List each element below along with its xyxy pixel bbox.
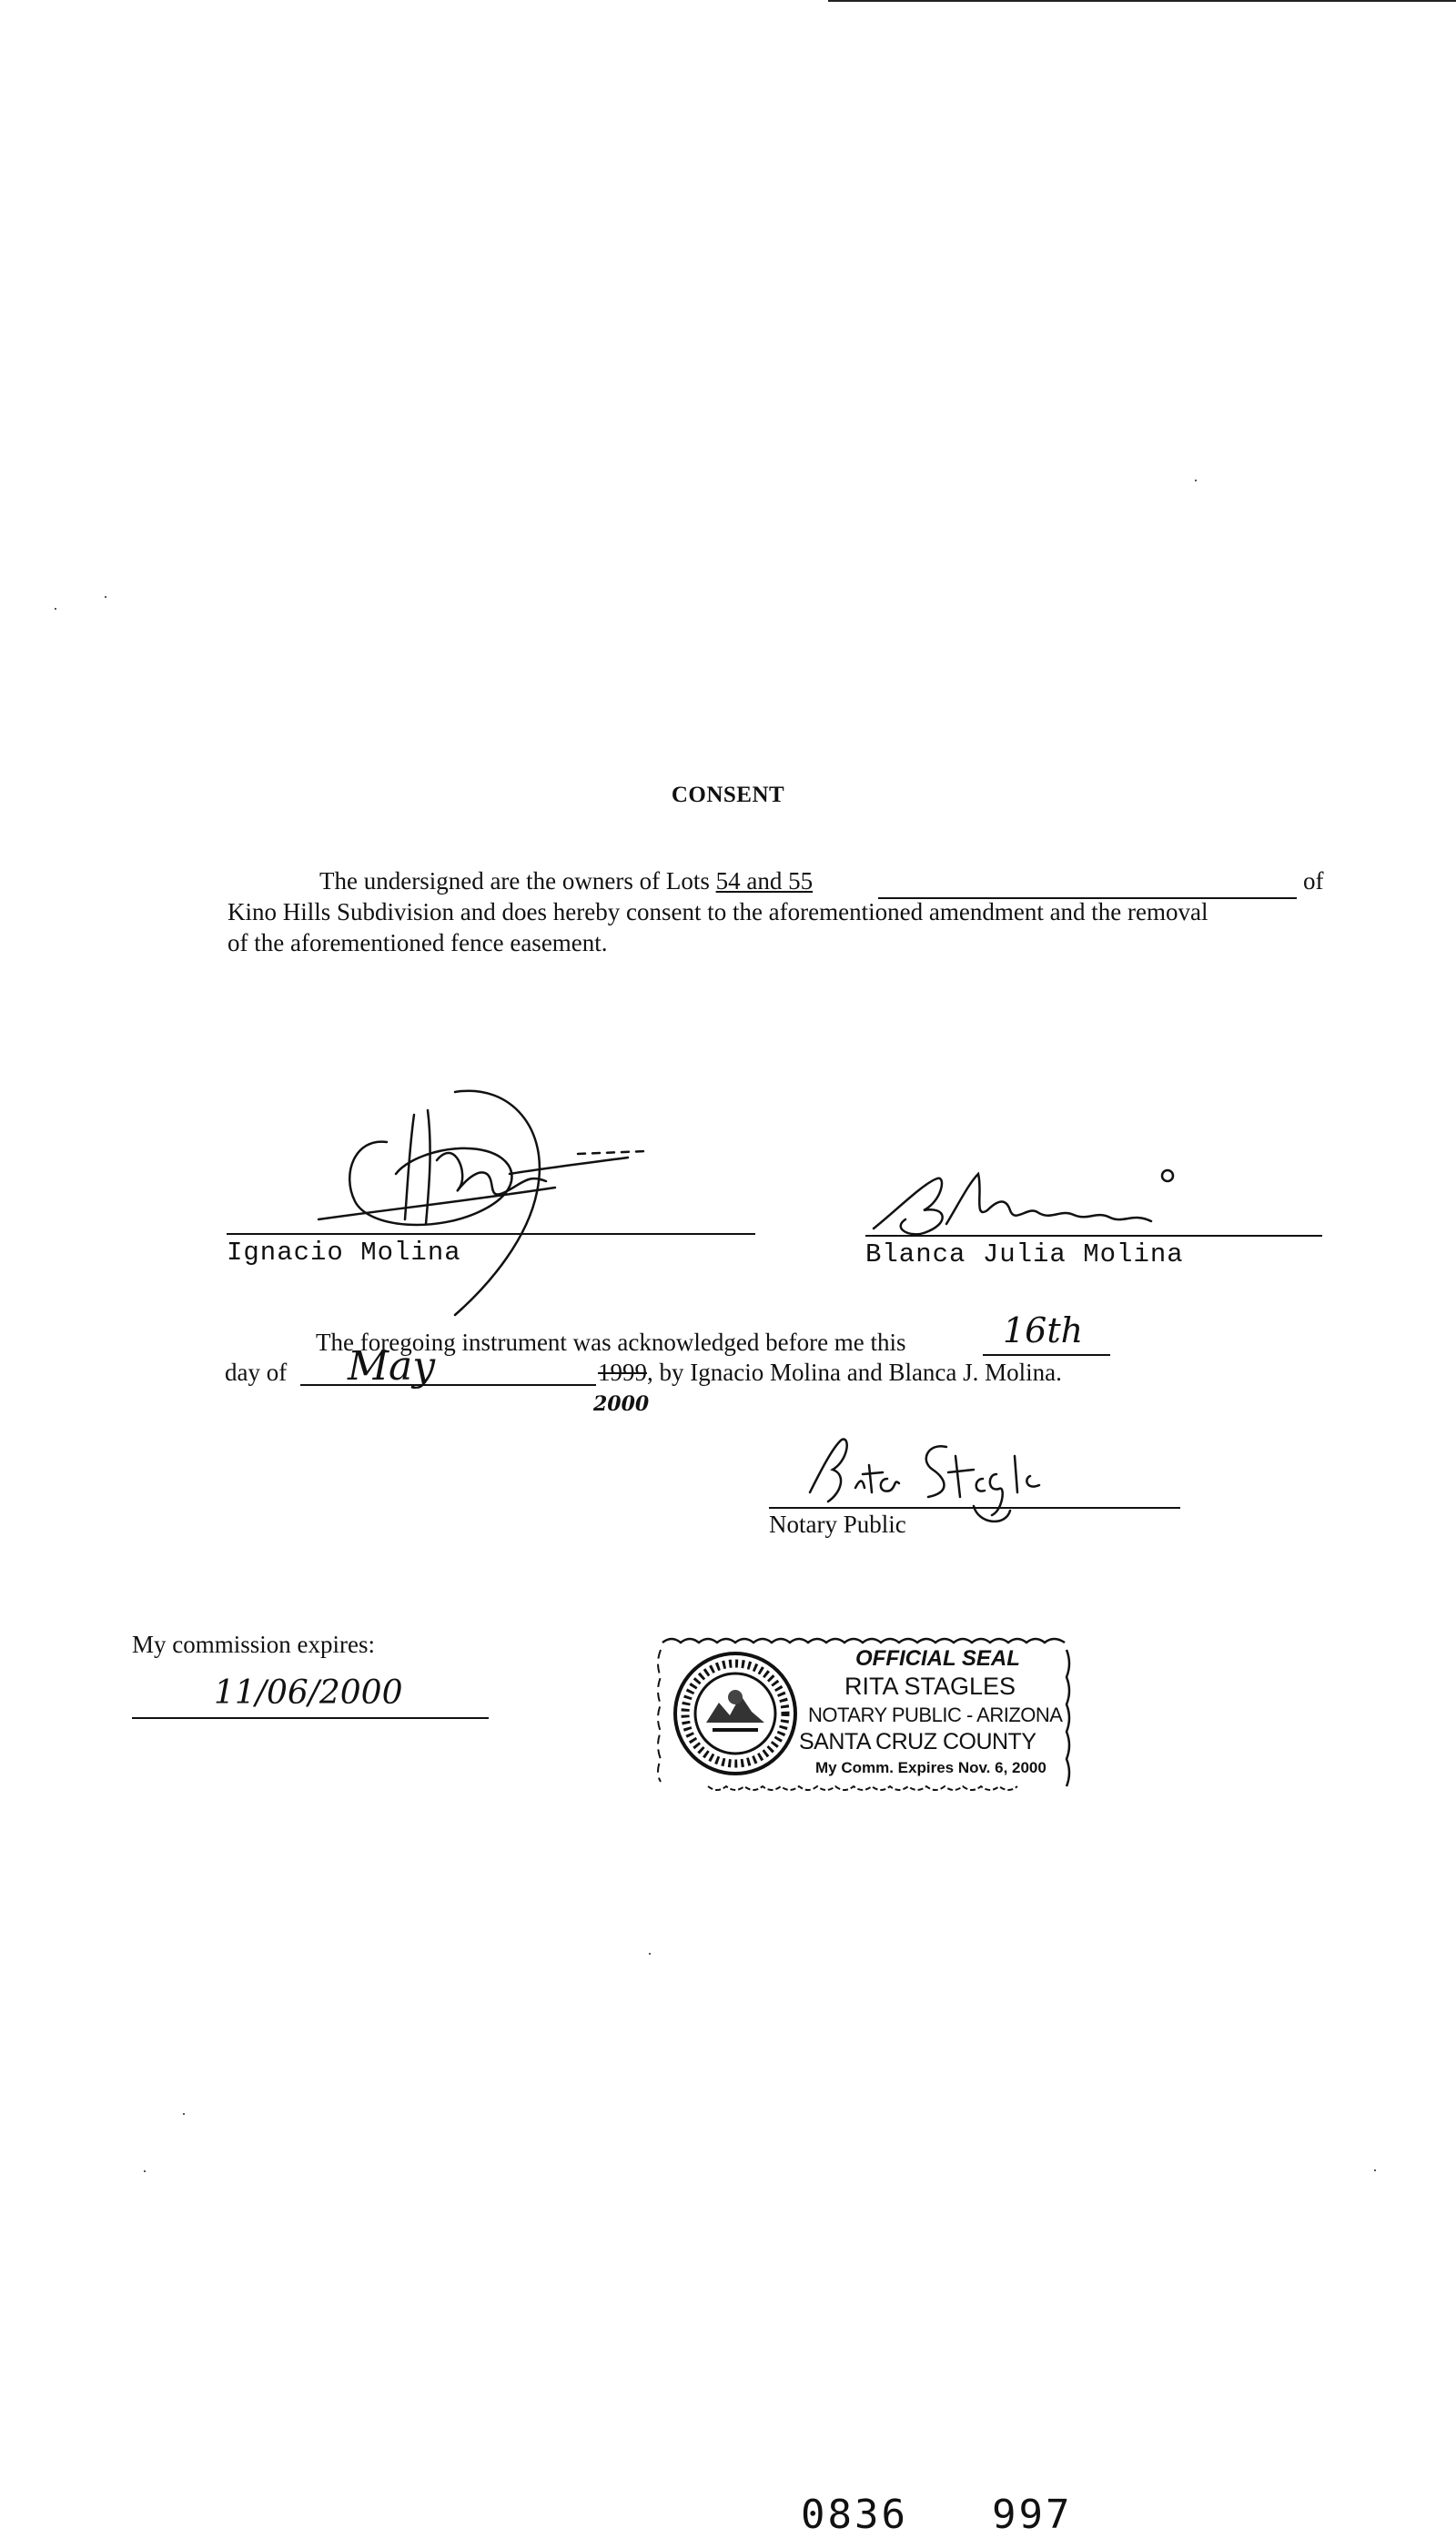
day-handwritten: 16th [1003, 1310, 1084, 1350]
day-blank-line [983, 1354, 1110, 1356]
consent-line-2: Kino Hills Subdivision and does hereby consent to the aforementioned amendment and the removal [228, 898, 1208, 925]
month-blank-line [300, 1384, 596, 1386]
acknowledgement-rest: , by Ignacio Molina and Blanca J. Molina. [647, 1359, 1062, 1386]
scan-speck [1374, 2169, 1376, 2171]
consent-line-1 [319, 867, 813, 895]
acknowledgement-line-1: The foregoing instrument was acknowledged before me this [316, 1329, 906, 1356]
month-handwritten: May [348, 1343, 436, 1390]
scan-speck [649, 1953, 651, 1955]
year-handwritten: 2000 [593, 1392, 650, 1416]
scan-speck [183, 2113, 185, 2115]
top-border-line [828, 0, 1456, 2]
stamp-line-2: RITA STAGLES [844, 1673, 1016, 1700]
lots-value: 54 and 55 [715, 867, 814, 895]
scan-speck [105, 596, 106, 598]
scan-speck [144, 2170, 146, 2172]
recording-book-number: 0836 [801, 2492, 908, 2538]
day-of-label: day of [225, 1359, 288, 1386]
document-title: CONSENT [671, 783, 785, 807]
consent-intro: The undersigned are the owners of Lots [319, 867, 716, 895]
stamp-line-4: SANTA CRUZ COUNTY [799, 1729, 1036, 1754]
commission-line [132, 1717, 489, 1719]
notary-seal-stamp [653, 1632, 1074, 1795]
consent-line-3: of the aforementioned fence easement. [228, 929, 608, 956]
signature-line-1 [227, 1233, 755, 1235]
stamp-line-5: My Comm. Expires Nov. 6, 2000 [815, 1759, 1046, 1776]
stamp-line-3: NOTARY PUBLIC - ARIZONA [808, 1704, 1063, 1726]
scan-speck [1195, 480, 1197, 481]
signer-2-name: Blanca Julia Molina [865, 1239, 1184, 1269]
commission-date: 11/06/2000 [214, 1674, 403, 1712]
scan-speck [55, 608, 56, 610]
of-word: of [1303, 867, 1324, 895]
recording-page-number: 997 [992, 2492, 1073, 2538]
state-seal-icon [675, 1653, 795, 1774]
blanca-signature-drawing [860, 1156, 1224, 1247]
acknowledgement-line-2 [598, 1359, 1062, 1387]
ignacio-signature-drawing [300, 1074, 682, 1329]
signature-line-2 [865, 1235, 1322, 1237]
signer-1-name: Ignacio Molina [227, 1238, 461, 1268]
stamp-line-1: OFFICIAL SEAL [855, 1646, 1020, 1671]
notary-label: Notary Public [769, 1511, 906, 1538]
year-printed: 1999 [598, 1359, 647, 1386]
notary-signature-line [769, 1507, 1180, 1509]
commission-label: My commission expires: [132, 1631, 375, 1658]
